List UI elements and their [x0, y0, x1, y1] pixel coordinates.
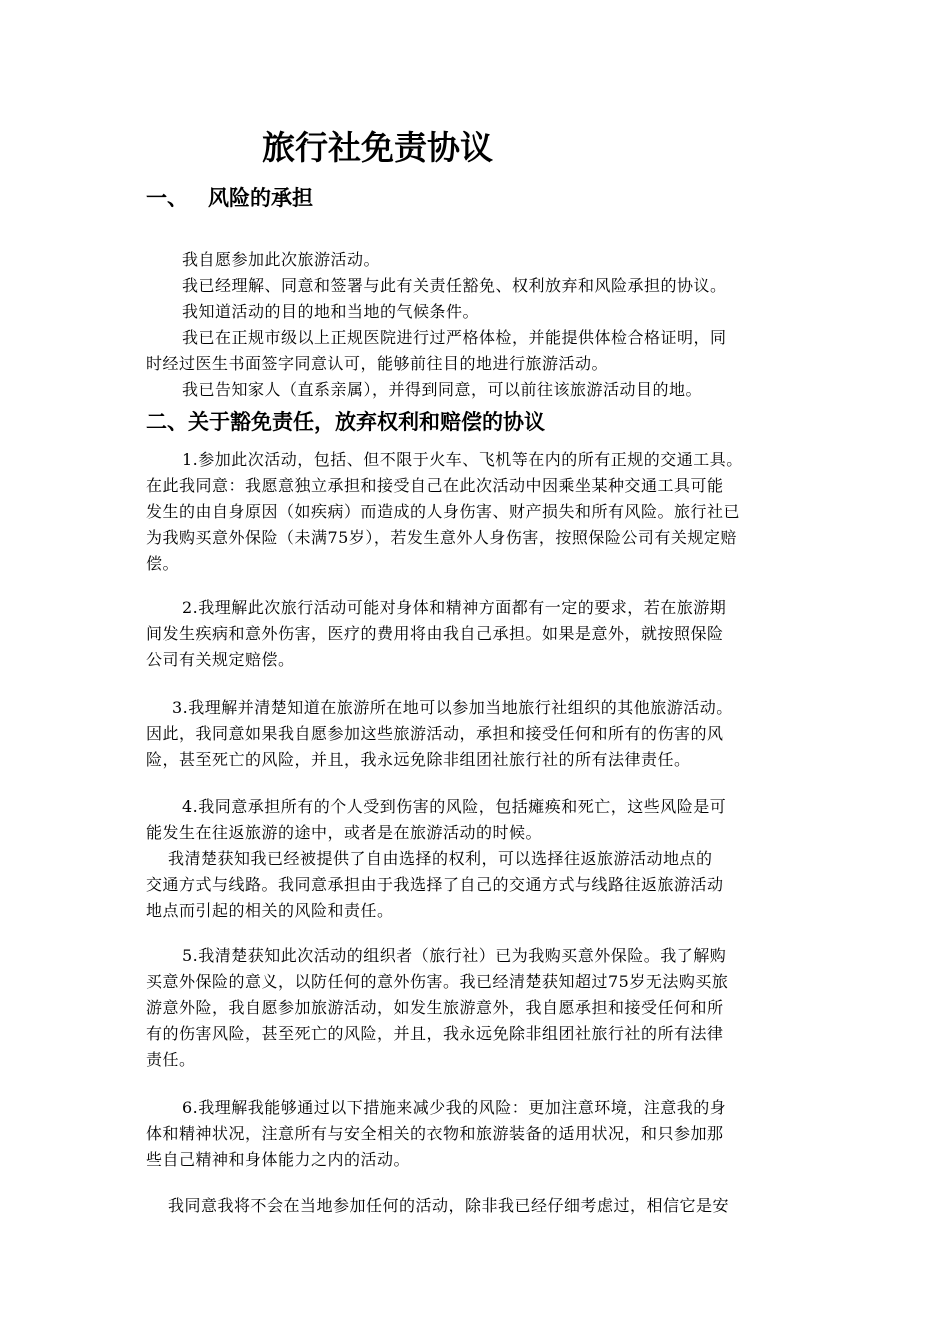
section-2-heading: 二、关于豁免责任，放弃权利和赔偿的协议 [146, 410, 545, 434]
text-line: 些自己精神和身体能力之内的活动。 [146, 1150, 411, 1169]
text-line: 公司有关规定赔偿。 [146, 650, 295, 669]
text-line: 我已经理解、同意和签署与此有关责任豁免、权利放弃和风险承担的协议。 [182, 276, 727, 295]
text-line: 3.我理解并清楚知道在旅游所在地可以参加当地旅行社组织的其他旅游活动。 [172, 698, 733, 717]
text-line: 5.我清楚获知此次活动的组织者（旅行社）已为我购买意外保险。我了解购 [182, 946, 727, 965]
text-line: 2.我理解此次旅行活动可能对身体和精神方面都有一定的要求，若在旅游期 [182, 598, 727, 617]
text-line: 我已告知家人（直系亲属），并得到同意，可以前往该旅游活动目的地。 [182, 380, 703, 399]
text-line: 有的伤害风险，甚至死亡的风险，并且，我永远免除非组团社旅行社的所有法律 [146, 1024, 724, 1043]
text-line: 体和精神状况，注意所有与安全相关的衣物和旅游装备的适用状况，和只参加那 [146, 1124, 724, 1143]
text-line: 发生的由自身原因（如疾病）而造成的人身伤害、财产损失和所有风险。旅行社已 [146, 502, 741, 521]
clause-1 [146, 447, 814, 577]
section-1-number: 一、 [146, 186, 188, 210]
clause-2 [146, 595, 814, 673]
text-line: 我知道活动的目的地和当地的气候条件。 [182, 302, 480, 321]
text-line: 险，甚至死亡的风险，并且，我永远免除非组团社旅行社的所有法律责任。 [146, 750, 691, 769]
text-line: 为我购买意外保险（未满75岁），若发生意外人身伤害，按照保险公司有关规定赔 [146, 528, 737, 547]
text-line: 1.参加此次活动，包括、但不限于火车、飞机等在内的所有正规的交通工具。 [182, 450, 743, 469]
text-line: 我同意我将不会在当地参加任何的活动，除非我已经仔细考虑过，相信它是安 [168, 1196, 730, 1215]
text-line: 偿。 [146, 554, 180, 573]
text-line: 买意外保险的意义，以防任何的意外伤害。我已经清楚获知超过75岁无法购买旅 [146, 972, 729, 991]
section-1-title: 风险的承担 [208, 186, 313, 210]
text-line: 交通方式与线路。我同意承担由于我选择了自己的交通方式与线路往返旅游活动 [146, 875, 724, 894]
clause-3 [146, 695, 814, 773]
text-line: 4.我同意承担所有的个人受到伤害的风险，包括瘫痪和死亡，这些风险是可 [182, 797, 727, 816]
document-title: 旅行社免责协议 [262, 128, 493, 167]
section-1-heading [146, 184, 313, 212]
text-line: 责任。 [146, 1050, 196, 1069]
text-line: 6.我理解我能够通过以下措施来减少我的风险：更加注意环境，注意我的身 [182, 1098, 727, 1117]
text-line: 因此，我同意如果我自愿参加这些旅游活动，承担和接受任何和所有的伤害的风 [146, 724, 724, 743]
clause-7 [146, 1193, 814, 1219]
clause-6 [146, 1095, 814, 1173]
text-line: 在此我同意：我愿意独立承担和接受自己在此次活动中因乘坐某种交通工具可能 [146, 476, 724, 495]
text-line: 我已在正规市级以上正规医院进行过严格体检，并能提供体检合格证明，同 [182, 328, 727, 347]
text-line: 地点而引起的相关的风险和责任。 [146, 901, 394, 920]
text-line: 时经过医生书面签字同意认可，能够前往目的地进行旅游活动。 [146, 354, 609, 373]
text-line: 间发生疾病和意外伤害，医疗的费用将由我自己承担。如果是意外，就按照保险 [146, 624, 724, 643]
text-line: 我清楚获知我已经被提供了自由选择的权利，可以选择往返旅游活动地点的 [168, 849, 713, 868]
text-line: 游意外险，我自愿参加旅游活动，如发生旅游意外，我自愿承担和接受任何和所 [146, 998, 724, 1017]
section-1-body [146, 247, 814, 403]
clause-5 [146, 943, 814, 1073]
text-line: 我自愿参加此次旅游活动。 [182, 250, 381, 269]
text-line: 能发生在往返旅游的途中，或者是在旅游活动的时候。 [146, 823, 543, 842]
clause-4 [146, 794, 814, 924]
